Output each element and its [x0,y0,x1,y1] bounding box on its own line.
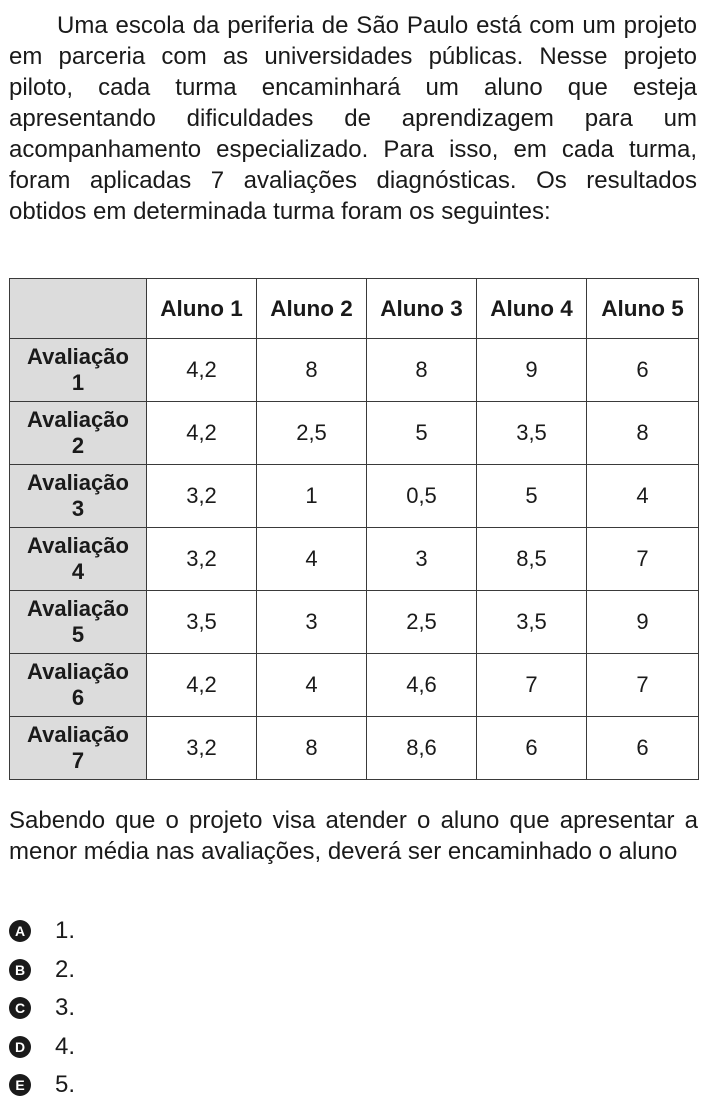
table-cell: 9 [587,591,699,654]
option-text: 5. [55,1071,76,1099]
table-cell: 4,2 [147,339,257,402]
table-cell: 3,5 [147,591,257,654]
table-cell: 7 [477,654,587,717]
answer-options [9,912,75,1105]
table-cell: 8,6 [367,717,477,780]
table-cell: 2,5 [367,591,477,654]
option-d[interactable] [9,1028,75,1067]
table-cell: 6 [587,717,699,780]
option-text: 3. [55,994,76,1022]
row-label-word: Avaliação [27,596,129,621]
row-label-word: Avaliação [27,659,129,684]
table-cell: 3,5 [477,402,587,465]
table-cell: 9 [477,339,587,402]
table-corner-cell [10,279,147,339]
option-c[interactable] [9,989,75,1028]
table-row [10,654,699,717]
table-cell: 4 [257,654,367,717]
table-cell: 6 [587,339,699,402]
header-aluno-1: Aluno 1 [147,279,257,339]
row-label [10,465,147,528]
header-aluno-2: Aluno 2 [257,279,367,339]
table-cell: 8,5 [477,528,587,591]
table-cell: 4,2 [147,654,257,717]
table-cell: 2,5 [257,402,367,465]
table-row [10,339,699,402]
table-cell: 7 [587,528,699,591]
table-cell: 3,2 [147,528,257,591]
row-label [10,339,147,402]
row-label-word: Avaliação [27,722,129,747]
option-letter-icon: A [9,920,31,942]
option-e[interactable] [9,1066,75,1105]
row-label-word: Avaliação [27,344,129,369]
table-cell: 6 [477,717,587,780]
table-row [10,402,699,465]
table-cell: 3,2 [147,717,257,780]
row-label-word: Avaliação [27,533,129,558]
table-cell: 8 [587,402,699,465]
table-cell: 4,6 [367,654,477,717]
option-b[interactable] [9,951,75,990]
option-letter-icon: C [9,997,31,1019]
row-label [10,717,147,780]
row-label [10,528,147,591]
row-label-number: 7 [71,748,85,773]
table-row [10,717,699,780]
row-label-number: 4 [71,559,85,584]
row-label-word: Avaliação [27,407,129,432]
table-row [10,591,699,654]
row-label [10,654,147,717]
row-label-number: 6 [71,685,85,710]
option-letter-icon: D [9,1036,31,1058]
option-a[interactable] [9,912,75,951]
row-label-word: Avaliação [27,470,129,495]
header-aluno-5: Aluno 5 [587,279,699,339]
table-cell: 3 [367,528,477,591]
results-table [9,278,699,780]
table-cell: 8 [257,339,367,402]
row-label [10,591,147,654]
question-paragraph: Sabendo que o projeto visa atender o aluno que apresentar a menor média nas avaliações, deverá ser encaminhado o aluno [9,807,698,865]
table-cell: 3 [257,591,367,654]
table-cell: 4 [257,528,367,591]
table-cell: 5 [367,402,477,465]
table-cell: 8 [257,717,367,780]
row-label [10,402,147,465]
row-label-number: 3 [71,496,85,521]
table-cell: 8 [367,339,477,402]
row-label-number: 5 [71,622,85,647]
table-cell: 7 [587,654,699,717]
table-cell: 4 [587,465,699,528]
table-cell: 3,2 [147,465,257,528]
table-row [10,528,699,591]
header-aluno-4: Aluno 4 [477,279,587,339]
row-label-number: 1 [71,370,85,395]
option-text: 1. [55,917,76,945]
table-cell: 3,5 [477,591,587,654]
table-cell: 5 [477,465,587,528]
table-cell: 0,5 [367,465,477,528]
table-cell: 1 [257,465,367,528]
option-text: 2. [55,955,76,983]
row-label-number: 2 [71,433,85,458]
table-row [10,465,699,528]
table-header-row [10,279,699,339]
option-text: 4. [55,1032,76,1060]
intro-paragraph: Uma escola da periferia de São Paulo está com um projeto em parceria com as universidades públicas. Nesse projeto piloto, cada turma encaminhará um aluno que esteja apresentando dificuldades de aprendizagem para um acompanhamento especializado. Para isso, em cada turma, foram aplicadas 7 avaliações diagnósticas. Os resultados obtidos em determinada turma foram os seguintes: [9,12,697,225]
option-letter-icon: B [9,959,31,981]
option-letter-icon: E [9,1074,31,1096]
header-aluno-3: Aluno 3 [367,279,477,339]
table-cell: 4,2 [147,402,257,465]
